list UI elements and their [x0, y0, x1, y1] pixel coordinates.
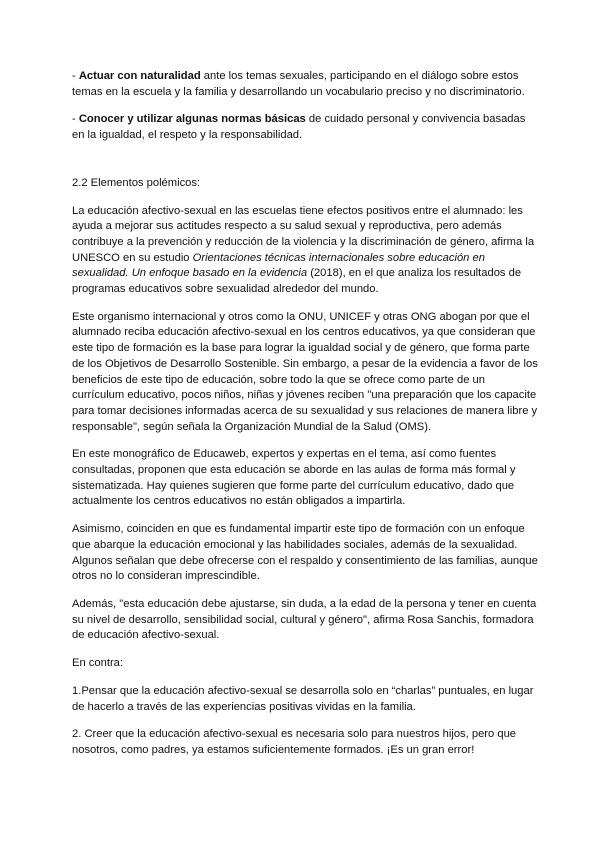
paragraph-educaweb: En este monográfico de Educaweb, expertos y expertas en el tema, así como fuentes consultadas, proponen que esta educación se aborde en las aulas de forma más formal y sistematizada. Hay quienes sugieren que forme parte del currículum educativo, dado que actualmente los centros educativos no están obligados a impartirla.: [72, 448, 516, 508]
bullet-bold-text: Conocer y utilizar algunas normas básicas: [78, 113, 306, 126]
paragraph-ademas: Además, "esta educación debe ajustarse, sin duda, a la edad de la persona y tener en cuenta su nivel de desarrollo, sensibilidad social, cultural y género", afirma Rosa Sanchis, formadora de educación afectivo-sexual.: [72, 597, 537, 642]
paragraph-organismos: Este organismo internacional y otros como la ONU, UNICEF y otras ONG abogan por que el alumnado reciba educación afectivo-sexual en los centros educativos, ya que consideran que este tipo de formación es la base para lograr la igualdad social y de género, que forma parte de los Objetivos de Desarrollo Sostenible. Sin embargo, a pesar de la evidencia a favor de los beneficios de este tipo de educación, sobre todo la que se ofrece como parte de un currículum educativo, pocos niños, niñas y jóvenes reciben "una preparación que los capacite para tomar decisiones informadas acerca de su sexualidad y sus relaciones de manera libre y responsable", según señala la Organización Mundial de la Salud (OMS).: [72, 310, 538, 433]
study-title: Orientaciones técnicas internacionales sobre educación en sexualidad. Un enfoque basado en la evidencia: [72, 251, 485, 280]
spacer: [72, 156, 540, 176]
bullet-conocer: [72, 112, 540, 143]
bullet-text: de cuidado personal y convivencia basadas en la igualdad, el respeto y la responsabilidad.: [72, 113, 526, 142]
paragraph-asimismo: Asimismo, coinciden en que es fundamental impartir este tipo de formación con un enfoque que abarque la educación emocional y las habilidades sociales, además de la sexualidad. Algunos señalan que debe ofrecerse con el respaldo y consentimiento de las familias, aunque otros no lo consideran imprescindible.: [72, 523, 538, 583]
bullet-prefix: -: [72, 113, 79, 126]
section-heading: 2.2 Elementos polémicos:: [72, 176, 201, 189]
contra-point-1: 1.Pensar que la educación afectivo-sexual se desarrolla solo en “charlas” puntuales, en lugar de hacerlo a través de las experiencias positivas vividas en la familia.: [72, 684, 534, 713]
contra-point-2: 2. Creer que la educación afectivo-sexual es necesaria solo para nuestros hijos, pero que nosotros, como padres, ya estamos suficientemente formados. ¡Es un gran error!: [72, 728, 517, 756]
paragraph-text: La educación afectivo-sexual en las escuelas tiene efectos positivos entre el alumnado: les ayuda a mejorar sus actitudes respecto a su salud sexual y reproductiva, pero además contribuye a la prevención y reducción de la violencia y la discriminación de género, afirma la UNESCO en su estudio: [72, 204, 535, 264]
bullet-text: ante los temas sexuales, participando en el diálogo sobre estos temas en la escuela y la familia y desarrollando un vocabulario preciso y no discriminatorio.: [72, 70, 525, 98]
bullet-bold-text: Actuar con naturalidad: [78, 70, 201, 82]
paragraph-unesco: [72, 204, 540, 298]
bullet-actuar: [72, 69, 540, 100]
contra-heading: En contra:: [72, 657, 123, 670]
paragraph-text: (2018), en el que analiza los resultados de programas educativos sobre sexualidad alrededor del mundo.: [72, 267, 522, 296]
bullet-prefix: -: [72, 70, 79, 82]
